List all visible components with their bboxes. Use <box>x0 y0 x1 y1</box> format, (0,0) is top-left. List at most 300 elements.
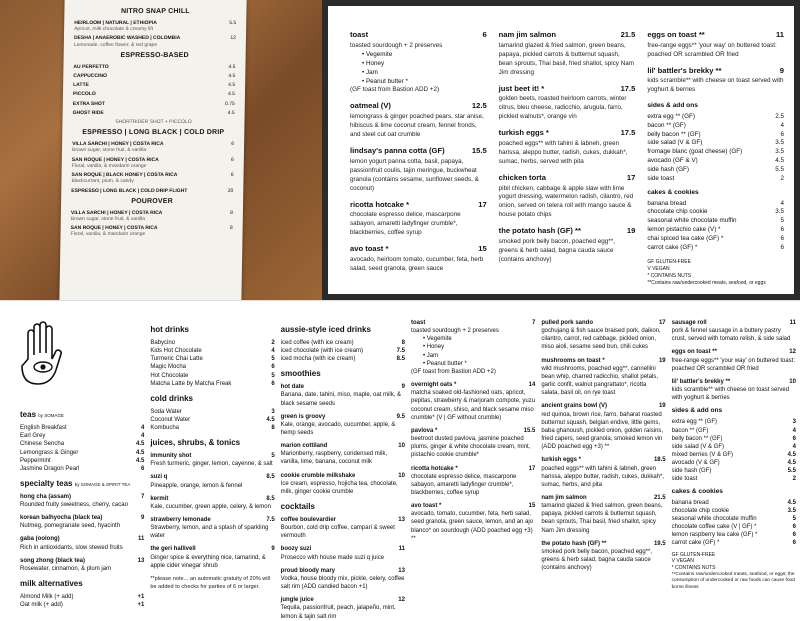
row-price: 2 <box>271 339 275 346</box>
row-price: 4 <box>271 348 275 355</box>
menu-item-header <box>150 473 274 481</box>
menu-item-name: the geri hallivell <box>150 546 196 553</box>
price-row <box>672 475 796 483</box>
menu-item-price: 12.5 <box>471 101 487 111</box>
menu-column-2 <box>499 30 636 288</box>
menu-item-header <box>411 502 535 510</box>
menu-item-header <box>281 383 405 391</box>
row-name: chai spiced tea cake (GF) * <box>647 235 724 243</box>
coffee-name: PICCOLO <box>72 91 96 98</box>
price-row <box>647 122 784 131</box>
menu-item-desc: chocolate espresso delice, mascarpone sabayon, amaretti ladyfinger crumble*, blackberries, coffee syrup <box>410 473 517 496</box>
row-name: Almond Milk (+ add) <box>20 593 74 600</box>
teas-title: teas <box>20 410 37 420</box>
coffee-price: 4.5 <box>227 91 236 98</box>
menu-item <box>541 494 665 535</box>
row-name: side toast <box>647 175 675 183</box>
full-menu-scan <box>0 300 800 620</box>
row-price: 4.5 <box>787 499 796 506</box>
coffee-name: SAN ROQUE | HONEY | COSTA RICA <box>71 156 159 163</box>
menu-item-desc: Bourbon, cold drip coffee, campari & sweet vermouth <box>280 525 395 540</box>
bullet-item: • Vegemite <box>362 50 393 58</box>
coffee-desc: Floral, vanilla, & mandarin orange <box>71 162 147 169</box>
menu-item-desc: poached eggs** with tahini & labneh, green harissa, aleppo butter, radish, cukes, dukkah*, sumac, herbs, and pita <box>541 465 665 488</box>
menu-item-header <box>281 413 405 421</box>
juices-title: juices, shrubs, & tonics <box>150 438 241 448</box>
breakfast-menu-sheet <box>328 6 794 294</box>
bullet-item: • Jam <box>422 352 439 359</box>
menu-item-name: ricotta hotcake * <box>350 199 410 209</box>
menu-item-header <box>20 557 144 565</box>
menu-item <box>411 427 535 460</box>
row-name: bacon ** (GF) <box>647 121 686 129</box>
menu-item-name: hong cha (assam) <box>20 493 72 500</box>
bullet-item: • Honey <box>362 59 385 67</box>
row-price: 4 <box>780 199 785 207</box>
row-name: Magic Mocha <box>150 364 187 371</box>
price-row <box>647 175 784 184</box>
menu-item-name: gaba (oolong) <box>20 536 60 543</box>
menu-item-desc: Kale, orange, avocado, cucumber, apple, & hemp seeds <box>280 421 396 436</box>
menu-item-desc: Rich in antioxidants, slow stewed fruits <box>20 544 123 551</box>
row-name: lemon pistachio cake (V) * <box>647 226 721 234</box>
menu-item-name: toast <box>410 320 426 326</box>
menu-item <box>499 128 636 167</box>
row-name: fromage blanc (goat cheese) (GF) <box>647 148 743 156</box>
menu-item-desc: beetroot dusted pavlova, jasmine poached plums, ginger & white chocolate cream, mint, pistachio cookie crumble* <box>410 436 531 459</box>
menu-item-price: 13 <box>398 567 405 574</box>
price-row <box>672 443 796 451</box>
menu-item-bullets <box>350 51 487 87</box>
pourover-title: POUROVER <box>131 197 173 205</box>
coffee-menu-sheet <box>59 0 246 300</box>
coffee-name: ESPRESSO | LONG BLACK | COLD DRIP FLIGHT <box>71 187 188 194</box>
coffee-item-row <box>73 73 235 79</box>
menu-item <box>281 472 405 496</box>
coffee-price: 20 <box>227 187 234 194</box>
menu-item-header <box>541 319 665 327</box>
menu-item-price: 15.5 <box>523 427 536 434</box>
menu-item-desc: wild mushrooms, poached egg**, cannellini bean whip, charred radicchio, shallot petals, garlic confit, walnut pangrattato*, ricotta salata, basil oil, on rye toast <box>541 365 659 397</box>
row-name: iced coffee (with ice cream) <box>280 339 354 346</box>
coffee-name: DESHA | ANAEROBIC WASHED | COLOMBIA <box>73 35 181 42</box>
menu-item <box>499 226 636 265</box>
coffee-name: AU PERFETTO <box>73 63 109 70</box>
menu-item-desc: Rosewater, cinnamon, & plum jam <box>20 565 112 572</box>
menu-item-desc: tamarind glazed & fried salmon, green beans, papaya, pickled carrots & butternut squash, bean sprouts, Thai basil, fried shallot, spicy Nam Jim dressing <box>541 503 663 534</box>
menu-item-header <box>541 494 665 502</box>
menu-item-desc: Vodka, house bloody mix, pickle, celery, coffee salt rim (ADD candied bacon +1) <box>280 575 405 591</box>
legend-entry: GF GLUTEN-FREE <box>671 551 716 558</box>
row-price: 6 <box>780 235 785 243</box>
price-row <box>672 451 796 459</box>
menu-item-desc: avocado, tomato, cucumber, feta, herb salad, seed granola, green sauce, lemon, and an ajo blanco* on sourdough (ADD poached egg +3) ** <box>410 511 534 542</box>
menu-item-header <box>499 226 636 237</box>
menu-item-price: 18.5 <box>653 457 666 464</box>
row-name: Chinese Sencha <box>20 441 65 448</box>
menu-item <box>150 495 274 511</box>
specialty-by: by SOMAGE & SPIRIT TEA <box>74 481 131 487</box>
coffee-name: VILLA SARCHI | HONEY | COSTA RICA <box>70 209 163 216</box>
food-column-2 <box>541 319 665 600</box>
row-name: Peppermint <box>20 457 51 464</box>
row-name: carrot cake (GF) * <box>671 540 720 547</box>
row-name: Hot Chocolate <box>150 372 189 379</box>
menu-item-header <box>541 456 665 464</box>
row-price: 6 <box>780 244 785 252</box>
row-price: 4.5 <box>135 441 145 448</box>
coffee-price: 6 <box>231 156 234 163</box>
row-name: Matcha Latte by Matcha Freak <box>150 380 232 387</box>
price-row <box>20 457 144 465</box>
menu-item-header <box>541 357 665 365</box>
menu-item <box>281 413 405 437</box>
menu-item-price: 19.5 <box>653 540 666 547</box>
sides-title: sides & add ons <box>647 102 698 110</box>
menu-item-header <box>281 516 405 524</box>
price-row <box>647 157 784 166</box>
menu-item-price: 7.5 <box>266 516 275 523</box>
coffee-item <box>74 20 236 33</box>
row-name: Oat milk (+ add) <box>20 602 63 609</box>
menu-item-desc: toasted sourdough + 2 preserves <box>350 41 443 49</box>
menu-item-header <box>672 319 796 327</box>
menu-item <box>541 456 665 489</box>
price-row <box>647 113 784 122</box>
menu-item-price: 9.5 <box>396 413 405 420</box>
menu-item-desc: Rounded fruity sweetness, cherry, cacao <box>20 502 128 508</box>
coffee-item <box>71 188 233 194</box>
menu-item <box>541 540 665 573</box>
menu-item-price: 11 <box>398 546 405 553</box>
menu-item-header <box>672 348 796 356</box>
menu-item-price: 21.5 <box>653 494 666 501</box>
row-price: 5.5 <box>787 468 796 475</box>
coffee-price: 5.5 <box>229 19 237 26</box>
row-name: Soda Water <box>150 408 182 415</box>
menu-item-price: 19 <box>658 357 666 364</box>
row-price: 8.5 <box>396 356 405 363</box>
row-price: 6 <box>140 465 145 472</box>
menu-item-desc: chocolate espresso delice, mascarpone sabayon, amaretti ladyfinger crumble*, blackberries, coffee syrup <box>350 211 461 237</box>
framed-menu-photo <box>322 0 800 300</box>
legend-entry: V VEGAN <box>647 266 670 273</box>
coffee-price: 6 <box>231 141 235 147</box>
row-price: 2 <box>780 175 785 183</box>
menu-item <box>411 381 535 422</box>
menu-item-desc: golden beets, roasted heirloom carrots, winter citrus, bleu cheese, radicchio, arugula, farro, pickled walnuts*, orange vin <box>498 95 627 121</box>
price-row <box>20 449 144 457</box>
hot-title: hot drinks <box>150 325 189 334</box>
price-row <box>672 459 796 467</box>
menu-item-header <box>499 173 636 184</box>
menu-item-header <box>150 516 274 524</box>
row-price: 2.5 <box>775 112 785 120</box>
menu-item-name: coffee boulevardier <box>280 516 337 523</box>
row-name: Kombucha <box>150 425 180 431</box>
row-price: 4 <box>780 121 785 129</box>
row-name: belly bacon ** (GF) <box>647 130 701 138</box>
price-row <box>647 235 784 244</box>
price-row <box>647 217 784 226</box>
menu-item <box>541 357 665 398</box>
menu-item-name: lindsay's panna cotta (GF) <box>350 146 445 155</box>
menu-item <box>281 596 405 620</box>
row-name: bacon ** (GF) <box>671 427 709 434</box>
menu-item-desc: Ginger spice & everything nice, tamarind, & apple cider vinegar shrub <box>150 554 266 569</box>
menu-item-name: song zhong (black tea) <box>20 557 86 564</box>
price-row <box>672 531 796 539</box>
menu-item-name: the potato hash (GF) ** <box>498 226 581 236</box>
menu-item-desc: red quinoa, brown rice, farro, baharat roasted butternut squash, belgian endive, little gems, baba ghanoush, pickled onion, golden raisins, fried capers, seed granola, smoked lemon vin (ADD poached egg +3) ** <box>541 411 664 451</box>
menu-item-name: nam jim salmon <box>498 30 557 39</box>
menu-item-name: the potato hash (GF) ** <box>541 540 607 547</box>
menu-item-name: eggs on toast ** <box>647 30 705 39</box>
row-price: 3.5 <box>775 208 785 216</box>
price-row <box>150 355 274 363</box>
row-price: 3 <box>792 419 796 426</box>
coffee-item-row <box>73 110 235 116</box>
price-row <box>672 523 796 531</box>
menu-item-header <box>499 30 636 41</box>
row-name: Coconut Water <box>150 416 191 423</box>
coffee-item <box>73 91 235 97</box>
menu-item-name: marion cottiland <box>280 443 328 450</box>
menu-item-price: 9 <box>401 384 405 391</box>
price-row <box>20 601 144 609</box>
bullet-item: • Peanut butter * <box>362 77 408 85</box>
menu-item-header <box>281 472 405 480</box>
menu-item <box>281 545 405 561</box>
bullet-item: • Vegemite <box>422 336 452 343</box>
menu-item-header <box>541 540 665 548</box>
menu-item-header <box>350 101 487 112</box>
row-name: extra egg ** (GF) <box>671 419 717 426</box>
menu-item-price: 11 <box>775 30 785 39</box>
row-name: lemon raspberry tea cake (GF) * <box>671 532 758 539</box>
coffee-price: 4.5 <box>228 63 236 70</box>
coffee-item <box>70 225 232 238</box>
menu-item-desc: Ice cream, espresso, hojicha tea, chocolate, milk, ginger cookie crumble <box>280 480 398 495</box>
menu-item-price: 13 <box>398 516 405 523</box>
menu-item-header <box>411 381 535 389</box>
menu-item <box>647 30 784 60</box>
price-row <box>281 355 405 363</box>
menu-item-price: 17 <box>478 199 487 209</box>
menu-item-header <box>281 545 405 553</box>
menu-item-header <box>20 535 144 543</box>
menu-item <box>499 30 636 78</box>
menu-item-price: 15 <box>478 244 487 254</box>
menu-item-desc: toasted sourdough + 2 preserves <box>410 328 499 335</box>
menu-item-price: 10 <box>398 472 405 479</box>
price-row <box>281 347 405 355</box>
coffee-item-row <box>71 188 233 194</box>
row-price: 5 <box>271 356 275 363</box>
menu-item-name: lil' battler's brekky ** <box>647 65 722 75</box>
row-name: avocado (V & GF) <box>671 460 720 467</box>
menu-item-header <box>350 200 487 211</box>
drinks-column-teas <box>20 319 145 609</box>
coffee-name: EXTRA SHOT <box>72 100 105 107</box>
coffee-item-row <box>73 64 235 70</box>
menu-item-note: (GF toast from Bastion ADD +2) <box>350 86 440 94</box>
price-row <box>647 208 784 217</box>
menu-item-name: hot date <box>280 384 304 391</box>
price-row <box>150 372 274 380</box>
menu-item-price: 10 <box>398 443 405 450</box>
coffee-item <box>72 157 234 170</box>
price-row <box>647 131 784 140</box>
menu-item-desc: Tequila, passionfruit, peach, jalapeño, mint, lemon & tajin salt rim <box>280 605 396 620</box>
wood-table-photo <box>0 0 322 300</box>
coffee-desc: Blackcurrant, plum, & candy <box>71 178 134 185</box>
menu-item-price: 8.5 <box>266 495 275 502</box>
menu-item-desc: kids scramble** with cheese on toast served with yoghurt & berries <box>671 387 790 402</box>
price-row <box>672 539 796 547</box>
ghost-note: SHORTRIDER SHOT + PICCOLO <box>115 119 192 125</box>
menu-item-desc: Fresh turmeric, ginger, lemon, cayenne, & salt <box>150 461 273 468</box>
menu-item-price: 10 <box>789 378 796 385</box>
row-price: 5 <box>271 372 275 379</box>
menu-item <box>281 383 405 407</box>
cocktails-title: cocktails <box>280 502 315 512</box>
price-row <box>150 416 274 424</box>
coffee-price: 4.5 <box>228 82 236 88</box>
menu-item-header <box>411 427 535 435</box>
menu-item-note: (GF toast from Bastion ADD +2) <box>410 368 496 375</box>
row-name: Turmeric Chai Latte <box>150 356 203 363</box>
bullet-item: • Honey <box>422 344 445 351</box>
menu-item-price: 19 <box>658 403 666 410</box>
menu-item-name: korean balhyocha (black tea) <box>20 515 103 522</box>
coffee-price: 6 <box>230 172 234 178</box>
coffee-name: SAN ROQUE | HONEY | COSTA RICA <box>70 225 158 231</box>
coffee-item <box>73 73 235 79</box>
coffee-item <box>71 172 233 185</box>
menu-item-header <box>281 596 405 604</box>
menu-item-desc: pibil chicken, cabbage & apple slaw with lime yogurt dressing, watermelon radish, cilantro, red onion, served on telera roll with mango sauce & house potato chips <box>498 184 634 219</box>
row-name: carrot cake (GF) * <box>647 244 698 252</box>
menu-item-price: 17 <box>626 172 636 182</box>
menu-item-header <box>150 495 274 503</box>
menu-item <box>672 348 796 372</box>
legend-entry: GF GLUTEN-FREE <box>647 259 691 266</box>
menu-item-price: 11 <box>789 320 796 326</box>
price-row <box>150 363 274 371</box>
row-price: 4 <box>140 433 145 440</box>
row-price: 8 <box>271 425 275 431</box>
row-price: 5 <box>792 515 796 522</box>
menu-item <box>20 557 144 573</box>
coffee-item <box>73 110 235 116</box>
menu-item-desc: pork & fennel sausage in a buttery pastry crust, served with tomato relish, & side salad <box>671 328 791 343</box>
menu-item-desc: Strawberry, lemon, and a splash of sparkling water <box>150 525 269 540</box>
row-price: 6 <box>780 226 785 234</box>
price-row <box>647 244 784 253</box>
menu-item-desc: poached eggs** with tahini & labneh, green harissa, aleppo butter, radish, cukes, dukkah*, sumac, herbs, served with pita <box>498 139 628 165</box>
menu-item-name: pulled pork sando <box>541 320 593 326</box>
price-row <box>150 424 274 432</box>
coffee-desc: Lemonade, coffee flower, & red grape <box>73 41 158 48</box>
row-price: +1 <box>137 593 145 600</box>
price-row <box>150 339 274 347</box>
price-row <box>672 515 796 523</box>
coffee-price: 12 <box>230 35 237 42</box>
menu-item-desc: kids scramble** with cheese on toast served with yoghurt & berries <box>647 77 784 94</box>
long-black-title: ESPRESSO | LONG BLACK | COLD DRIP <box>82 129 225 137</box>
food-column-1 <box>411 319 535 600</box>
coffee-item <box>74 35 236 48</box>
teas-by: by SOMAGE <box>38 413 65 419</box>
menu-item-header <box>350 244 487 255</box>
menu-item-name: toast <box>350 30 369 39</box>
menu-item-name: avo toast * <box>350 244 389 254</box>
menu-item-desc: lemongrass & ginger poached pears, star anise, hibiscus & lime coconut cream, fennel fronds, and steel cut oat crumble <box>350 113 484 139</box>
menu-item <box>281 442 405 466</box>
menu-item <box>350 146 487 194</box>
menu-item-header <box>20 514 144 522</box>
menu-item-desc: free-range eggs** 'your way' on buttered toast: poached OR scrambled OR fried <box>671 357 796 372</box>
menu-item-desc: Marionberry, raspberry, condensed milk, vanilla, lime, banana, coconut milk <box>280 451 388 466</box>
menu-item <box>20 493 144 509</box>
menu-item-price: 9 <box>779 65 785 75</box>
menu-item-price: 9 <box>271 546 275 553</box>
coffee-item-row <box>73 101 235 107</box>
coffee-item <box>73 101 235 107</box>
menu-item-desc: matcha soaked old-fashioned oats, apricot, pepitas, strawberry & marjoram compote, yuzu coconut cream, shiso, and black sesame miso crumble* (V | GF without crumble) <box>410 390 536 421</box>
row-price: 4.5 <box>787 451 796 458</box>
menu-item-price: 6 <box>482 30 487 39</box>
menu-item-bullets <box>411 335 535 368</box>
menu-item <box>150 473 274 489</box>
menu-item-price: 8.5 <box>266 474 275 481</box>
menu-item-desc: smoked pork belly bacon, poached egg**, greens & herb salad, bagna cauda sauce (contains anchovy) <box>498 238 615 263</box>
row-price: 4.5 <box>135 449 145 456</box>
row-name: belly bacon ** (GF) <box>671 435 723 442</box>
menu-item-header <box>647 30 784 41</box>
menu-column-1 <box>350 30 487 288</box>
price-row <box>281 339 405 347</box>
menu-item-price: 17 <box>528 465 536 472</box>
price-row <box>20 424 144 432</box>
menu-item-desc: Nutmeg, pomegranate seed, hyacinth <box>20 523 121 530</box>
row-name: iced mocha (with ice cream) <box>280 356 356 363</box>
coffee-price: 8 <box>230 209 233 216</box>
row-name: side hash (GF) <box>647 166 689 174</box>
row-price: 6 <box>792 435 796 442</box>
price-row <box>672 435 796 443</box>
menu-item-price: 14 <box>528 382 536 389</box>
price-row <box>150 380 274 388</box>
menu-item-desc: avocado, heirloom tomato, cucumber, feta, herb salad, seed granola, green sauce <box>350 255 484 272</box>
menu-item <box>350 30 487 95</box>
menu-item <box>150 452 274 468</box>
row-name: Kids Hot Chocolate <box>150 348 202 355</box>
price-row <box>20 593 144 601</box>
coffee-name: GHOST RIDE <box>72 109 104 116</box>
menu-item-name: avo toast * <box>410 503 442 510</box>
espresso-title: ESPRESSO-BASED <box>120 51 189 59</box>
cakes-title: cakes & cookies <box>647 189 699 197</box>
menu-item-price: 12 <box>789 349 796 356</box>
menu-item-desc: free-range eggs** 'your way' on buttered toast: poached OR scrambled OR fried <box>647 41 777 58</box>
row-price: 4 <box>140 425 145 432</box>
menu-item-name: sausage roll <box>671 320 707 326</box>
menu-item-name: oatmeal (V) <box>350 101 391 111</box>
row-name: Jasmine Dragon Pearl <box>20 465 80 472</box>
coffee-name: LATTE <box>73 82 89 88</box>
